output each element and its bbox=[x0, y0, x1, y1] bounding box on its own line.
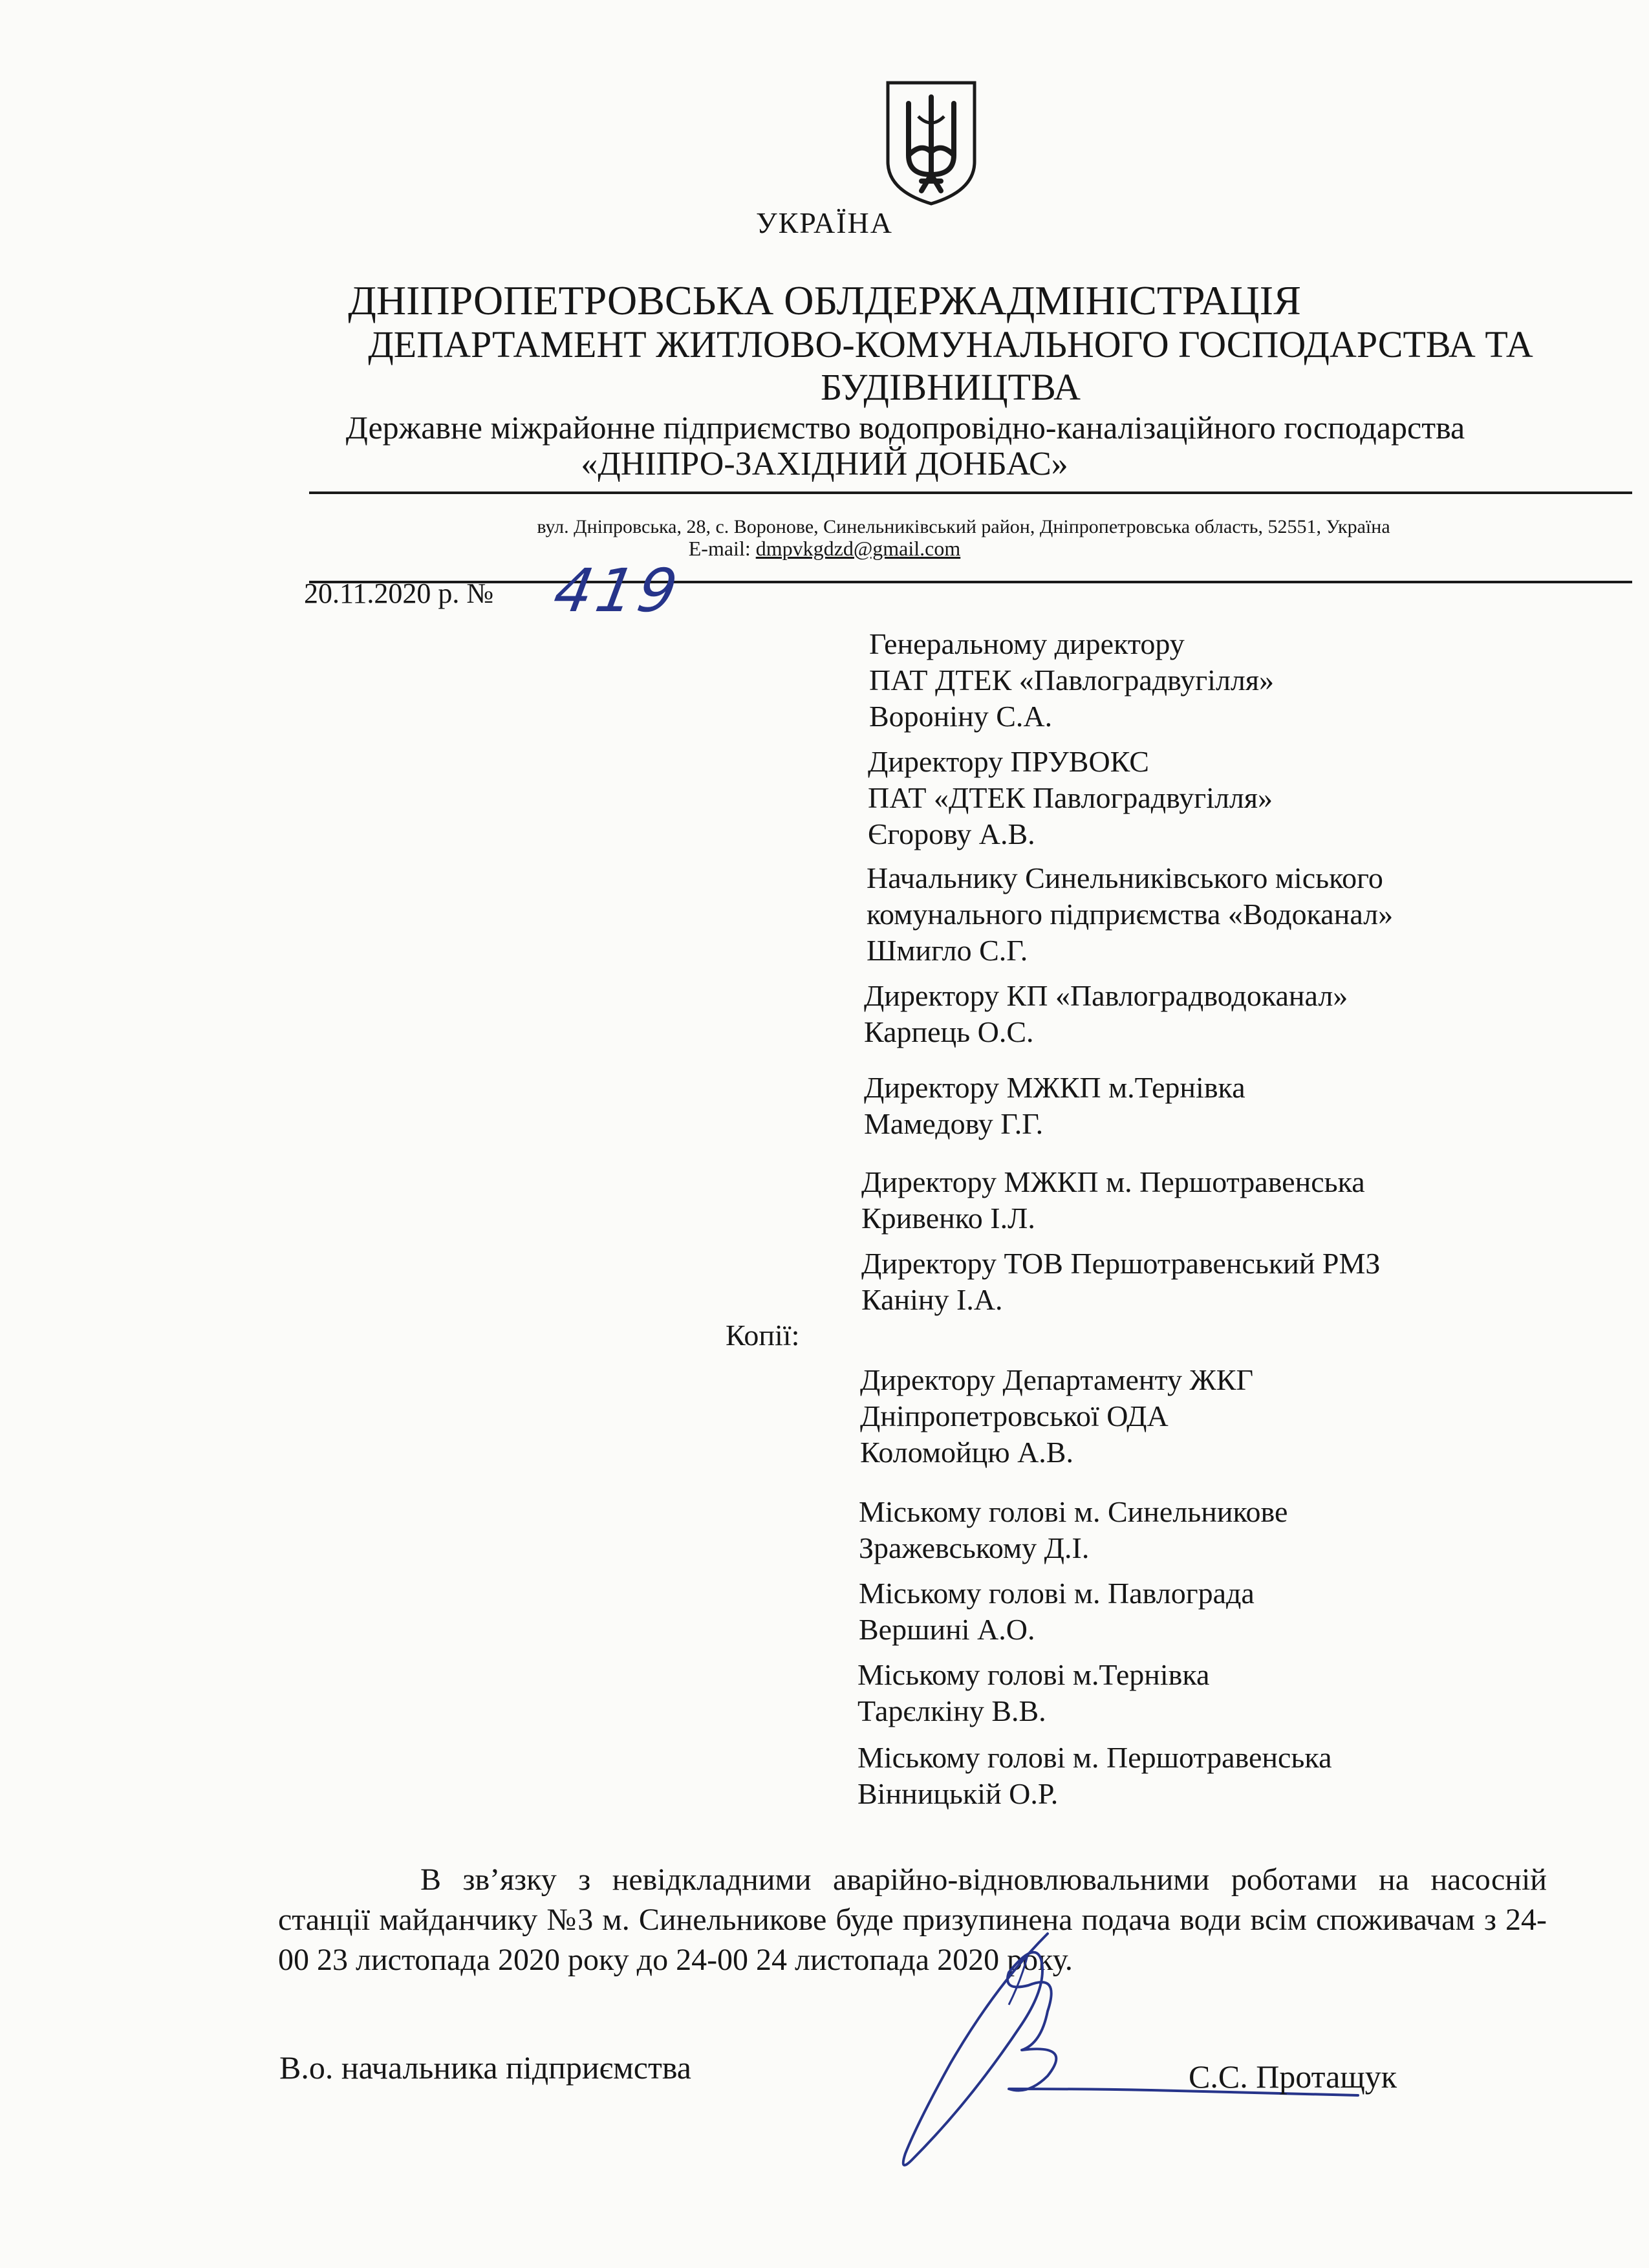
copies-label: Копії: bbox=[726, 1319, 800, 1352]
copy-recipient-line: Директору Департаменту ЖКГ bbox=[860, 1363, 1254, 1396]
recipient-line: Директору КП «Павлоградводоканал» bbox=[864, 979, 1348, 1012]
copy-recipient-block bbox=[860, 1362, 1253, 1471]
recipient-line: Шмигло С.Г. bbox=[867, 934, 1028, 967]
letter-body-paragraph: В зв’язку з невідкладними аварійно-відновлювальними роботами на насосній станції майданчику №3 м. Синельникове буде призупинена подача води всім споживачам з 24-00 23 листопада 2020 року до 24-00 24 листопада 2020 року. bbox=[278, 1863, 1547, 1977]
copy-recipient-line: Міському голові м.Тернівка bbox=[857, 1658, 1210, 1691]
copy-recipient-line: Тарєлкіну В.В. bbox=[857, 1694, 1046, 1727]
recipient-block bbox=[861, 1164, 1365, 1237]
copy-recipient-block bbox=[859, 1575, 1255, 1648]
copy-recipient-line: Міському голові м. Першотравенська bbox=[857, 1741, 1332, 1774]
header-divider-top bbox=[309, 491, 1632, 494]
signatory-role: В.о. начальника підприємства bbox=[279, 2049, 691, 2086]
recipient-block bbox=[864, 1070, 1245, 1142]
recipient-block bbox=[868, 744, 1273, 852]
handwritten-signature-icon bbox=[879, 1914, 1384, 2199]
copy-recipient-line: Міському голові м. Павлограда bbox=[859, 1577, 1255, 1610]
org-name-line4: «ДНІПРО-ЗАХІДНИЙ ДОНБАС» bbox=[581, 446, 1068, 482]
recipient-line: Карпець О.С. bbox=[864, 1015, 1034, 1048]
recipient-line: Директору ТОВ Першотравенський РМЗ bbox=[861, 1247, 1381, 1280]
recipient-line: Директору ПРУВОКС bbox=[868, 745, 1149, 778]
letter-number-handwritten: 419 bbox=[548, 556, 687, 625]
recipient-line: Вороніну С.А. bbox=[869, 700, 1053, 733]
copy-recipient-line: Дніпропетровської ОДА bbox=[860, 1399, 1169, 1432]
recipient-line: Кривенко І.Л. bbox=[861, 1202, 1035, 1235]
recipient-line: ПАТ «ДТЕК Павлоградвугілля» bbox=[868, 781, 1273, 814]
copy-recipient-block bbox=[859, 1494, 1288, 1566]
recipient-block bbox=[867, 860, 1393, 969]
email-link[interactable]: dmpvkgdzd@gmail.com bbox=[755, 537, 961, 560]
copy-recipient-line: Вінницькій О.Р. bbox=[857, 1777, 1059, 1810]
recipient-block bbox=[869, 626, 1274, 735]
recipient-line: Мамедову Г.Г. bbox=[864, 1107, 1044, 1140]
recipient-block bbox=[864, 978, 1348, 1050]
recipient-line: комунального підприємства «Водоканал» bbox=[867, 898, 1394, 931]
copy-recipient-block bbox=[857, 1657, 1209, 1729]
org-email-line bbox=[0, 537, 1649, 561]
copy-recipient-line: Коломойцю А.В. bbox=[860, 1436, 1073, 1469]
recipient-line: Директору МЖКП м.Тернівка bbox=[864, 1071, 1245, 1104]
copy-recipient-block bbox=[857, 1740, 1331, 1812]
header-divider-bottom bbox=[309, 581, 1632, 583]
org-address: вул. Дніпровська, 28, с. Воронове, Синельниківський район, Дніпропетровська область, 52551, Україна bbox=[537, 516, 1390, 537]
country-name: УКРАЇНА bbox=[756, 206, 893, 239]
recipient-line: Директору МЖКП м. Першотравенська bbox=[861, 1165, 1365, 1198]
signatory-name: С.С. Протащук bbox=[1189, 2058, 1397, 2095]
org-name-line2: ДЕПАРТАМЕНТ ЖИТЛОВО-КОМУНАЛЬНОГО ГОСПОДАРСТВА ТА БУДІВНИЦТВА bbox=[368, 323, 1533, 408]
recipient-line: Єгорову А.В. bbox=[868, 817, 1035, 850]
coat-of-arms-icon bbox=[883, 78, 980, 207]
recipient-block bbox=[861, 1246, 1380, 1318]
copy-recipient-line: Міському голові м. Синельникове bbox=[859, 1495, 1288, 1528]
recipient-line: Каніну І.А. bbox=[861, 1283, 1003, 1316]
recipient-line: Генеральному директору bbox=[869, 627, 1185, 660]
email-label: E-mail: bbox=[688, 537, 756, 560]
copy-recipient-line: Вершині А.О. bbox=[859, 1613, 1035, 1646]
recipient-line: Начальнику Синельниківського міського bbox=[867, 861, 1383, 894]
letter-date: 20.11.2020 р. № bbox=[304, 578, 494, 609]
org-name-line3: Державне міжрайонне підприємство водопровідно-каналізаційного господарства bbox=[345, 409, 1465, 446]
recipient-line: ПАТ ДТЕК «Павлоградвугілля» bbox=[869, 664, 1275, 697]
org-name-line1: ДНІПРОПЕТРОВСЬКА ОБЛДЕРЖАДМІНІСТРАЦІЯ bbox=[348, 277, 1301, 323]
copy-recipient-line: Зражевському Д.І. bbox=[859, 1531, 1090, 1564]
